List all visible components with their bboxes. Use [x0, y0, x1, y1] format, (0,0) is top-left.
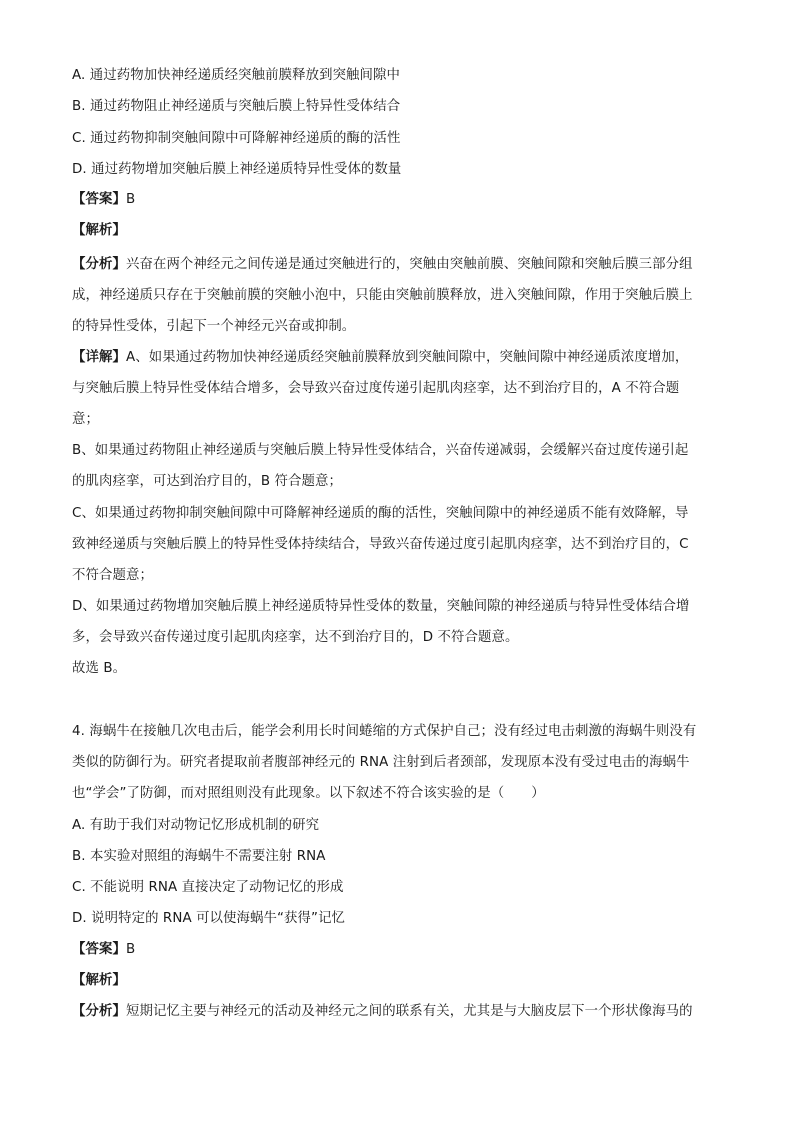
q4-option-b: B. 本实验对照组的海蜗牛不需要注射 RNA	[72, 849, 326, 864]
q3-xiangjie-line-6: C、如果通过药物抑制突触间隙中可降解神经递质的酶的活性，突触间隙中的神经递质不能有效降解，导	[72, 506, 689, 521]
q3-xiangjie-line-3: 意；	[72, 412, 99, 427]
q3-fenxi-line-3: 的特异性受体，引起下一个神经元兴奋或抑制。	[72, 319, 356, 334]
answer-tag: 【答案】	[72, 942, 126, 957]
q3-conclusion: 故选 B。	[72, 661, 127, 676]
q3-xiangjie-line-8: 不符合题意；	[72, 568, 153, 583]
xiangjie-tag: 【详解】	[72, 350, 126, 365]
q4-answer-line	[72, 941, 135, 959]
q3-option-a: A. 通过药物加快神经递质经突触前膜释放到突触间隙中	[72, 68, 401, 83]
q3-xiangjie-line-2: 与突触后膜上特异性受体结合增多，会导致兴奋过度传递引起肌肉痉挛，达不到治疗目的，A 不符合题	[72, 381, 680, 396]
q3-option-b: B. 通过药物阻止神经递质与突触后膜上特异性受体结合	[72, 99, 401, 114]
fenxi-tag: 【分析】	[72, 257, 126, 272]
q3-xiangjie-line-7: 致神经递质与突触后膜上的特异性受体持续结合，导致兴奋传递过度引起肌肉痉挛，达不到治疗目的，C	[72, 537, 689, 552]
q3-fenxi-line-2: 成，神经递质只存在于突触前膜的突触小泡中，只能由突触前膜释放，进入突触间隙，作用于突触后膜上	[72, 288, 693, 303]
q4-stem-line-3: 也“学会”了防御，而对照组则没有此现象。以下叙述不符合该实验的是（ ）	[72, 786, 545, 801]
q3-option-c: C. 通过药物抑制突触间隙中可降解神经递质的酶的活性	[72, 131, 401, 146]
q4-option-c: C. 不能说明 RNA 直接决定了动物记忆的形成	[72, 880, 344, 895]
q4-analysis-tag: 【解析】	[72, 973, 126, 988]
q4-stem-line-2: 类似的防御行为。研究者提取前者腹部神经元的 RNA 注射到后者颈部，发现原本没有受过电击的海蜗牛	[72, 755, 690, 770]
q3-fenxi-line-1: 【分析】兴奋在两个神经元之间传递是通过突触进行的，突触由突触前膜、突触间隙和突触后膜三部分组	[72, 257, 693, 272]
q4-fenxi-line-1: 【分析】短期记忆主要与神经元的活动及神经元之间的联系有关，尤其是与大脑皮层下一个形状像海马的	[72, 1004, 693, 1019]
q3-xiangjie-line-9: D、如果通过药物增加突触后膜上神经递质特异性受体的数量，突触间隙的神经递质与特异性受体结合增	[72, 599, 690, 614]
answer-tag: 【答案】	[72, 192, 126, 207]
answer-value: B	[125, 942, 136, 957]
answer-value: B	[125, 192, 136, 207]
fenxi-tag: 【分析】	[72, 1004, 126, 1019]
q3-xiangjie-line-1: 【详解】A、如果通过药物加快神经递质经突触前膜释放到突触间隙中，突触间隙中神经递质浓度增加，	[72, 350, 689, 365]
q3-answer-line	[72, 191, 135, 209]
q3-analysis-tag: 【解析】	[72, 223, 126, 238]
q3-xiangjie-line-5: 的肌肉痉挛，可达到治疗目的，B 符合题意；	[72, 474, 342, 489]
q4-option-d: D. 说明特定的 RNA 可以使海蜗牛“获得”记忆	[72, 911, 346, 926]
q3-xiangjie-line-4: B、如果通过药物阻止神经递质与突触后膜上特异性受体结合，兴奋传递减弱，会缓解兴奋过度传递引起	[72, 443, 689, 458]
q3-option-d: D. 通过药物增加突触后膜上神经递质特异性受体的数量	[72, 162, 402, 177]
q4-stem-line-1: 4. 海蜗牛在接触几次电击后，能学会利用长时间蜷缩的方式保护自己；没有经过电击刺激的海蜗牛则没有	[72, 724, 697, 739]
q3-xiangjie-line-10: 多，会导致兴奋传递过度引起肌肉痉挛，达不到治疗目的，D 不符合题意。	[72, 630, 519, 645]
q4-option-a: A. 有助于我们对动物记忆形成机制的研究	[72, 818, 320, 833]
